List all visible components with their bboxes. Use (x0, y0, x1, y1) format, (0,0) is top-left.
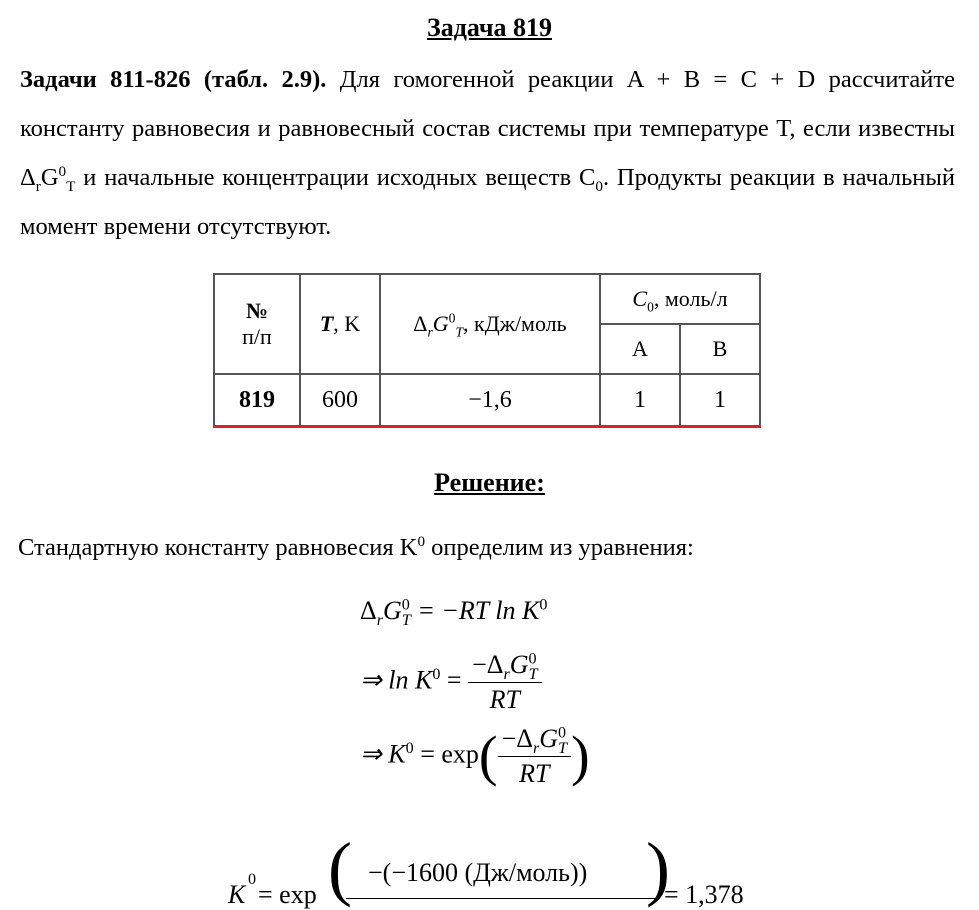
header-g-sub: T (455, 324, 464, 340)
header-b: B (680, 324, 760, 374)
eq4-fraction-bar (346, 898, 656, 899)
solution-text-sup: 0 (417, 532, 426, 550)
equation-3 (360, 722, 590, 791)
header-g-r: r (427, 324, 433, 340)
solution-text (18, 530, 694, 566)
header-g-sup: 0 (448, 310, 456, 326)
delta-sub: r (35, 177, 41, 195)
eq2-sup: 0 (432, 665, 441, 683)
eq1-k-sup: 0 (539, 596, 548, 614)
equation-1 (360, 596, 548, 630)
eq3-denominator: RT (519, 759, 550, 788)
equation-2 (360, 648, 542, 717)
header-t-unit: , K (333, 311, 361, 336)
eq3-numerator (498, 722, 571, 757)
table-row (214, 374, 760, 427)
header-c-sub: 0 (647, 299, 654, 315)
cell-temperature: 600 (300, 374, 380, 427)
eq3-sup: 0 (405, 739, 414, 757)
header-number-sub: п/п (242, 324, 272, 349)
header-concentration (600, 274, 760, 324)
eq3-num-delta: −Δ (501, 724, 533, 753)
cell-a: 1 (600, 374, 680, 427)
problem-statement (20, 55, 955, 251)
statement-part-2: и начальные концентрации исходных веществ C (75, 164, 596, 191)
header-temperature (300, 274, 380, 374)
eq3-fraction (498, 722, 571, 791)
eq1-g: G (383, 596, 402, 625)
eq4-left-paren: ( (328, 828, 352, 908)
c0-sub: 0 (595, 177, 603, 195)
eq3-num-g: G (539, 724, 559, 753)
gibbs-sub: T (66, 177, 76, 195)
header-g-unit: , кДж/моль (463, 311, 567, 336)
eq3-eq: = exp (413, 739, 479, 769)
eq1-sub: T (401, 612, 411, 630)
eq2-num-delta: −Δ (472, 650, 504, 679)
data-table (213, 273, 761, 428)
eq2-num-sup: 0 (528, 650, 537, 668)
cell-gibbs: −1,6 (380, 374, 600, 427)
header-t-symbol: T (319, 311, 334, 336)
statement-part-1: Для гомогенной реакции A + B = C + D рассчитайте константу равновесия и равновесный состав системы при температуре T, если известны (20, 66, 955, 142)
eq4-pre: K (228, 880, 246, 909)
eq2-fraction (468, 648, 541, 717)
header-number (214, 274, 300, 374)
eq2-pre: ⇒ ln K (360, 665, 433, 695)
eq3-pre: ⇒ K (360, 739, 406, 769)
eq3-left-paren: ( (478, 725, 498, 788)
gibbs-symbol: G (40, 164, 59, 191)
solution-text-a: Стандартную константу равновесия K (18, 534, 418, 561)
eq1-r: r (376, 612, 384, 630)
delta-symbol: Δ (20, 164, 36, 191)
eq2-num-r: r (503, 666, 510, 684)
header-gibbs (380, 274, 600, 374)
eq4-right-paren: ) (646, 828, 670, 908)
eq3-num-sub: T (558, 740, 568, 758)
gibbs-sup: 0 (58, 162, 67, 180)
cell-b: 1 (680, 374, 760, 427)
solution-text-b: определим из уравнения: (425, 534, 694, 561)
eq4-eq: = exp (258, 880, 317, 909)
eq3-num-r: r (532, 740, 540, 758)
header-c-unit: , моль/л (653, 286, 728, 311)
eq3-num-sup: 0 (558, 724, 567, 742)
problem-title: Задача 819 (427, 13, 552, 42)
eq1-rhs: = −RT ln K (410, 596, 540, 625)
header-g-symbol: G (432, 311, 449, 336)
header-a: A (600, 324, 680, 374)
header-c-symbol: C (632, 286, 648, 311)
eq1-delta: Δ (360, 596, 377, 625)
eq4-result: = 1,378 (664, 880, 744, 909)
header-number-sign: № (245, 298, 269, 323)
eq2-denominator: RT (489, 685, 520, 714)
statement-part-3: . Продукты реакции в начальный момент времени отсутствуют. (20, 164, 955, 240)
problem-ref: Задачи 811-826 (табл. 2.9). (20, 66, 327, 93)
eq2-eq: = (440, 665, 469, 695)
solution-title: Решение: (434, 468, 545, 497)
eq1-sup: 0 (401, 596, 410, 614)
eq2-numerator (468, 648, 541, 683)
header-g-delta: Δ (413, 311, 428, 336)
eq3-right-paren: ) (571, 725, 590, 788)
eq2-num-g: G (509, 650, 529, 679)
eq2-num-sub: T (528, 666, 538, 684)
cell-number: 819 (214, 374, 300, 427)
eq4-numerator: −(−1600 (Дж/моль)) (368, 858, 588, 887)
